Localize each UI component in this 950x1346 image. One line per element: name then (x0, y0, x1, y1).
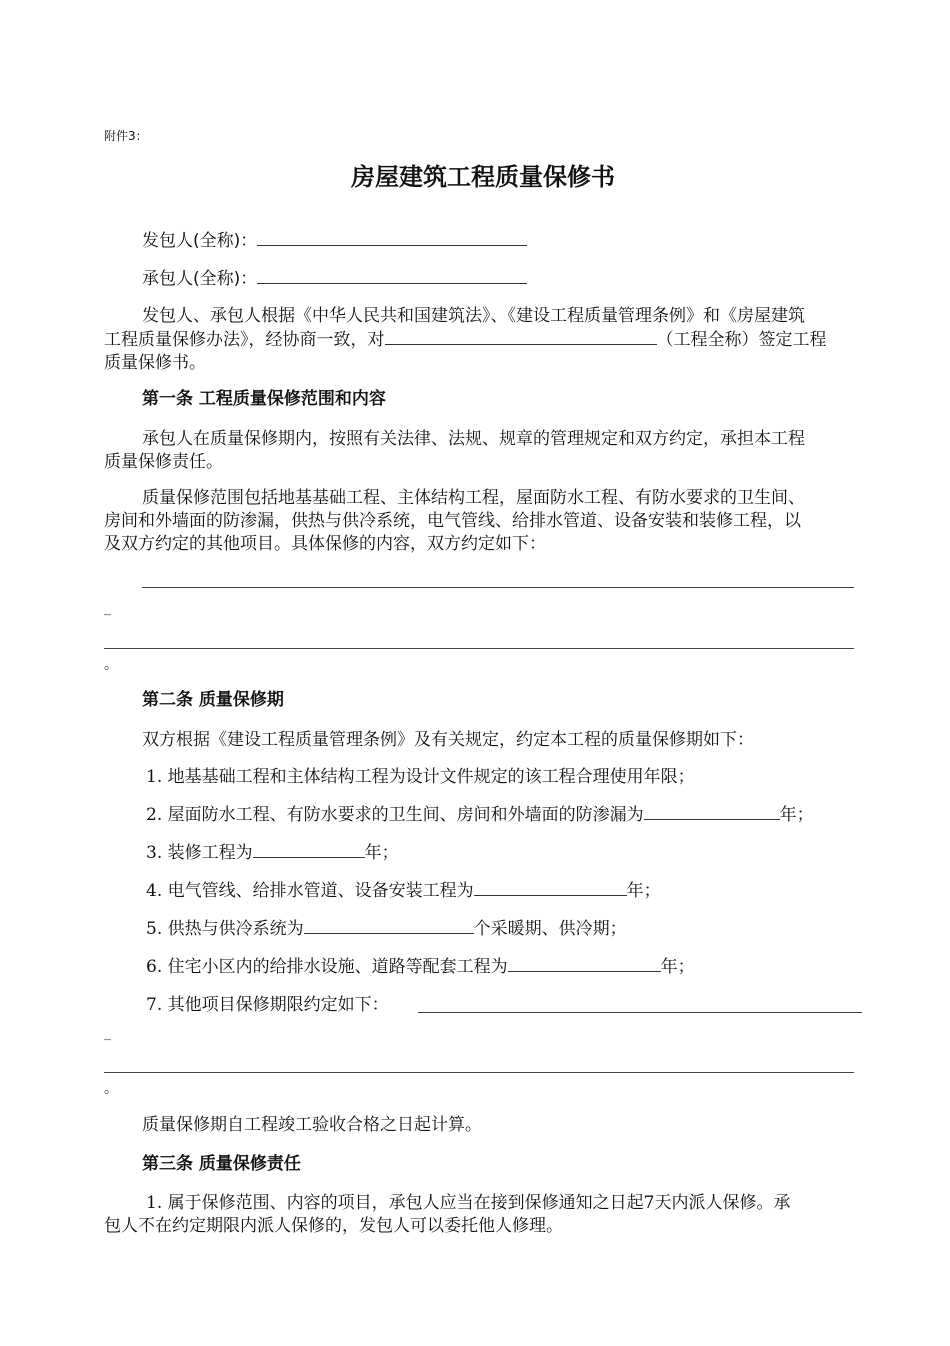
employer-name-blank[interactable] (257, 229, 527, 246)
intro-line-1: 发包人、承包人根据《中华人民共和国建筑法》、《建设工程质量管理条例》和《房屋建筑 (142, 306, 805, 326)
warranty-item-2-text: 2. 屋面防水工程、有防水要求的卫生间、房间和外墙面的防渗漏为 (146, 805, 644, 825)
electrical-years-blank[interactable] (474, 879, 627, 896)
warranty-item-2 (146, 803, 814, 827)
intro-line-2 (104, 328, 827, 352)
article3-p1-line2: 包人不在约定期限内派人保修的，发包人可以委托他人修理。 (104, 1216, 563, 1236)
contractor-row (142, 267, 527, 291)
warranty-item-3-text: 3. 装修工程为 (146, 843, 253, 863)
employer-row (142, 229, 527, 253)
waterproof-years-blank[interactable] (644, 803, 780, 820)
employer-label: 发包人(全称)： (142, 231, 258, 251)
warranty-item-5-text: 5. 供热与供冷系统为 (146, 919, 304, 939)
warranty-item-4 (146, 879, 661, 903)
warranty-item-7-text: 7. 其他项目保修期限约定如下： (146, 995, 389, 1015)
contractor-name-blank[interactable] (257, 267, 527, 284)
content-fill-line-1[interactable] (142, 587, 854, 588)
warranty-start-note: 质量保修期自工程竣工验收合格之日起计算。 (142, 1115, 482, 1135)
warranty-item-3-unit: 年； (364, 843, 399, 863)
article1-p2-line3: 及双方约定的其他项目。具体保修的内容，双方约定如下： (104, 534, 546, 554)
period-mark-1: 。 (104, 657, 118, 673)
heating-periods-blank[interactable] (304, 917, 474, 934)
intro-line-2-start: 工程质量保修办法》，经协商一致，对 (104, 330, 385, 350)
warranty-item-6-unit: 年； (660, 957, 695, 977)
warranty-item-6-text: 6. 住宅小区内的给排水设施、道路等配套工程为 (146, 957, 508, 977)
decoration-years-blank[interactable] (253, 841, 365, 858)
article3-p1-line1: 1. 属于保修范围、内容的项目，承包人应当在接到保修通知之日起7天内派人保修。承 (146, 1193, 791, 1213)
community-years-blank[interactable] (508, 955, 661, 972)
dash-mark-1: _ (104, 600, 111, 616)
article2-intro: 双方根据《建设工程质量管理条例》及有关规定，约定本工程的质量保修期如下： (142, 730, 754, 750)
article1-p2-line2: 房间和外墙面的防渗漏，供热与供冷系统，电气管线、给排水管道、设备安装和装修工程，以 (104, 511, 801, 531)
article1-p1-line1: 承包人在质量保修期内，按照有关法律、法规、规章的管理规定和双方约定，承担本工程 (142, 429, 805, 449)
warranty-item-6 (146, 955, 695, 979)
contractor-label: 承包人(全称)： (142, 269, 258, 289)
content-fill-line-2[interactable] (104, 648, 854, 649)
warranty-item-5-unit: 个采暖期、供冷期； (473, 919, 627, 939)
dash-mark-2: _ (104, 1025, 111, 1041)
period-mark-2: 。 (104, 1081, 118, 1097)
warranty-item-2-unit: 年； (779, 805, 814, 825)
article2-heading: 第二条 质量保修期 (142, 690, 284, 710)
warranty-item-1: 1. 地基基础工程和主体结构工程为设计文件规定的该工程合理使用年限； (146, 767, 695, 787)
other-items-fill-line-1[interactable] (418, 1012, 862, 1013)
document-title: 房屋建筑工程质量保修书 (351, 163, 615, 191)
article1-p2-line1: 质量保修范围包括地基基础工程、主体结构工程，屋面防水工程、有防水要求的卫生间、 (142, 488, 805, 508)
warranty-item-3 (146, 841, 399, 865)
warranty-item-4-text: 4. 电气管线、给排水管道、设备安装工程为 (146, 881, 474, 901)
project-name-blank[interactable] (385, 328, 657, 345)
warranty-item-5 (146, 917, 627, 941)
article1-heading: 第一条 工程质量保修范围和内容 (142, 389, 386, 409)
intro-line-3: 质量保修书。 (104, 353, 206, 373)
attachment-label: 附件3： (104, 129, 148, 143)
article1-p1-line2: 质量保修责任。 (104, 452, 223, 472)
warranty-item-4-unit: 年； (626, 881, 661, 901)
article3-heading: 第三条 质量保修责任 (142, 1154, 301, 1174)
intro-line-2-end: （工程全称）签定工程 (656, 330, 827, 350)
warranty-item-7 (146, 993, 389, 1017)
other-items-fill-line-2[interactable] (104, 1072, 854, 1073)
